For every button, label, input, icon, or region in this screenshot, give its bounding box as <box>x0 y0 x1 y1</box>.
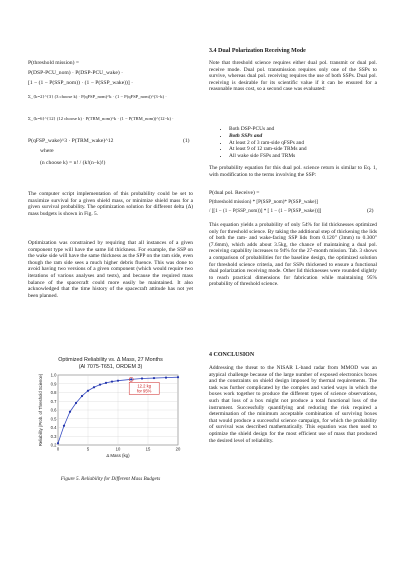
section-3-4-title: 3.4 Dual Polarization Receiving Mode <box>209 48 306 54</box>
x-tick-label: 20 <box>175 446 181 452</box>
eq1-line-4: Σ_{k=2}^{3} (3 choose k) · P(qFSP_nom)^k · (1 − P(qFSP_nom))^(3−k) · <box>28 94 167 99</box>
list-item: • Both DSP-PCUs and <box>229 126 307 133</box>
eq2-line-1: P(dual pol. Receive) = <box>209 190 260 196</box>
data-point <box>165 377 167 379</box>
section-4-title: 4 CONCLUSION <box>209 352 255 358</box>
data-point <box>153 377 155 379</box>
y-tick-label: 0.5 <box>50 416 57 422</box>
y-tick-label: 0.9 <box>50 381 57 387</box>
data-point <box>105 382 107 384</box>
requirements-list <box>219 126 307 160</box>
y-tick-label: 0.2 <box>50 442 57 448</box>
x-tick-label: 10 <box>115 446 121 452</box>
data-point <box>69 411 71 413</box>
y-tick-label: 0.4 <box>50 425 57 430</box>
right-paragraph-4: Addressing the threat to the NISAR L-band radar from MMOD was an atypical challenge because of the large number of exposed electronics boxes and the constraints on shield design imposed by thermal requirements. The task was further complicated by the complex and varied ways in which the boxes work together to produce the different types of science observations, such that loss of a box might not produce a total functional loss of the instrument. Successfully quantifying and reducing the risk required a determination of the minimum acceptable combination of surviving boxes that would produce a successful science campaign, for which the probability of survival was described mathematically. This equation was then used to optimize the shield design for the most efficient use of mass that produced the desired level of reliability. <box>209 365 377 444</box>
data-point <box>57 442 59 444</box>
list-item: • All wake side FSPs and TRMs <box>229 153 307 160</box>
y-axis-label: Reliability (Prob. of Threshold Science) <box>38 373 43 447</box>
eq1-line-1: P(threshold mission) = <box>28 60 80 66</box>
right-paragraph-3: This equation yields a probability of only 54% for lid thicknesses optimized only for threshold science. By taking the additional step of thickening the lids of both the ram- and wake-facing SSP lids from 0.120" (3mm) to 0.300" (7.6mm), which adds about 3.5kg, the chance of maintaining a dual pol. receiving capability increases to 94% for the 27-month mission. Tab. 3 shows a comparison of probabilities for the baseline design, the optimized solution for threshold science criteria, and for SSPs thickened to ensure a functional dual polarization receiving mode. Other lid thicknesses were rounded slightly to reach practical dimensions for fabrication while maintaining 95% probability of threshold science. <box>209 222 377 288</box>
x-tick-label: 5 <box>86 446 90 452</box>
data-point <box>75 402 77 404</box>
left-paragraph-1: The computer script implementation of this probability could be set to maximize survival for a given shield mass, or minimize shield mass for a given survival probability. The optimization solution for different delta (Δ) mass budgets is shown in Fig. 5. <box>28 191 193 217</box>
y-tick-label: 0.6 <box>50 407 57 413</box>
data-point <box>177 376 179 378</box>
eq1-binomial: (n choose k) = n! / (k!(n−k)!) <box>40 160 106 166</box>
y-tick-label: 1.0 <box>50 372 57 378</box>
reliability-chart <box>28 371 193 463</box>
chart-subtitle: (Al 7075-T651, ORDEM 3) <box>78 364 143 370</box>
data-point <box>87 390 89 392</box>
eq1-line-2: P(DSP-PCU_nom) · P(DSP-PCU_wake) · <box>28 70 123 76</box>
list-item: • Both SSPs and <box>229 133 307 140</box>
eq2-line-3: / [[1 − (1 − P(SSP_nom))] * [ 1 − (1 − P(SSP_wake))]] <box>209 208 322 214</box>
data-point <box>130 378 132 380</box>
figure-caption: Figure 5. Reliability for Different Mass Budgets <box>60 476 161 482</box>
data-point <box>141 377 143 379</box>
eq1-line-3: [1 − (1 − P(SSP_nom)) · (1 − P(SSP_wake))] · <box>28 80 134 86</box>
chart-title: Optimized Reliability vs. Δ Mass, 27 Months <box>58 357 163 363</box>
annotation-text: 12.2 kg <box>137 383 152 389</box>
y-tick-label: 0.3 <box>50 433 57 439</box>
left-paragraph-2: Optimization was constrained by requiring that all instances of a given component type will have the same lid thickness. For example, the SSP on the wake side will have the same thickness as the SPP on the ram side, even though the ram side sees a much higher debris fluence. This was done to avoid having two versions of a given component (which would require two iterations of various analyses and tests), and because the required mass balance of the spacecraft could more easily be maintained. It also acknowledged that the time history of the spacecraft attitude has not yet been planned. <box>28 240 193 299</box>
y-tick-label: 0.8 <box>50 390 57 395</box>
list-item: • At least 9 of 12 ram-side TRMs and <box>229 146 307 153</box>
eq1-line-5: Σ_{k=6}^{12} (12 choose k) · P(TRM_nom)^k · (1 − P(TRM_nom))^(12−k) · <box>28 116 174 121</box>
data-point <box>111 380 113 382</box>
list-item: • At least 2 of 3 ram-side qFSPs and <box>229 140 307 147</box>
x-tick-label: 15 <box>145 446 151 452</box>
y-tick-label: 0.7 <box>50 398 57 404</box>
x-tick-label: 0 <box>56 446 60 452</box>
eq1-line-6: P(qFSP_wake)^3 · P(TRM_wake)^12 <box>28 138 114 144</box>
x-axis-label: Δ Mass (kg) <box>106 453 130 458</box>
data-point <box>93 386 95 388</box>
eq2-number: (2) <box>367 208 374 214</box>
eq1-where: where <box>40 148 54 154</box>
right-paragraph-2: The probability equation for this dual pol. science return is similar to Eq. 1, with modification to the terms involving the SSP: <box>209 165 377 178</box>
right-paragraph-1: Note that threshold science requires either dual pol. transmit or dual pol. receive mode. Dual pol. transmission requires only one of the SSPs to survive, whereas dual pol. receiving requires the use of both SSPs. Dual pol. receiving is desirable for its scientific value if it can be ensured for a reasonable mass cost, so a second case was evaluated: <box>209 60 377 93</box>
data-point <box>117 380 119 382</box>
data-point <box>99 384 101 386</box>
data-point <box>81 395 83 397</box>
annotation-text: for 95% <box>136 388 152 394</box>
eq2-line-2: P(threshold mission) * [P(SSP_nom)* P(SSP_wake)] <box>209 199 318 205</box>
data-point <box>63 425 65 427</box>
eq1-number: (1) <box>183 138 190 144</box>
